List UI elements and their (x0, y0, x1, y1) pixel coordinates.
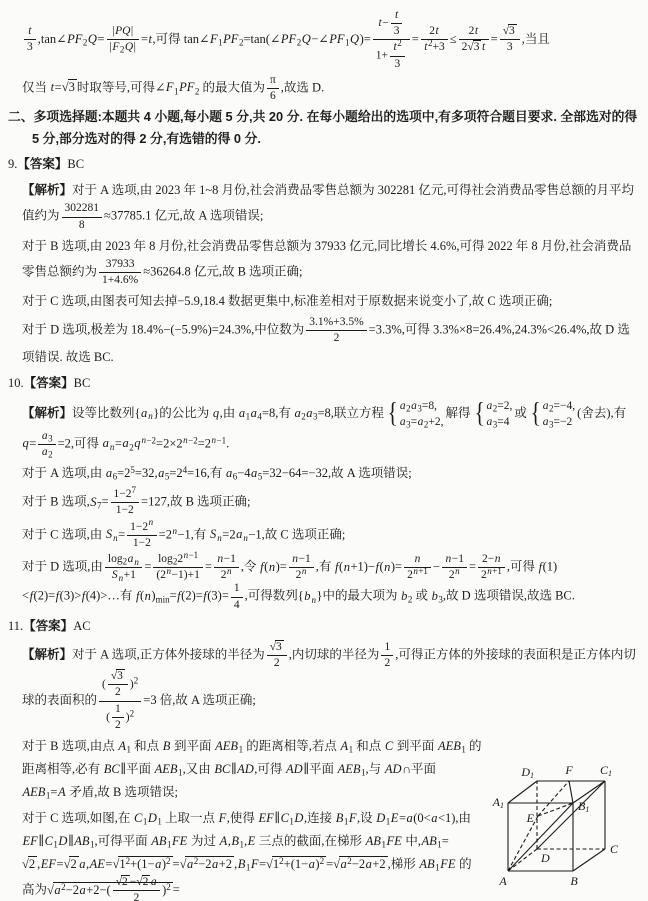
cube-edge-A-D (508, 849, 537, 871)
q10-solution-setup: 【解析】设等比数列$\{a_n\}$的公比为 q,由 $a_1a_4=8$,有 $a_2a_3=8$,联立方程 { $a_2a_3=8$, $a_3=a_2+2$, 解得 { $a_2=2$, $a_3=4$ 或 { $a_2=-4$, $a_3=-2$ (舍去),有 q= $\frac{a_3}{a_2}$ =2,可得 $a_n=a_2q^{n-2}=2\times 2^{n-2}=2^{n-1}$. (22, 397, 627, 460)
vertex-label-A: A (499, 874, 507, 889)
q9-answer: 9.【答案】BC (8, 157, 85, 172)
cube-diagram (488, 759, 638, 897)
vertex-label-F: F (565, 763, 573, 778)
vertex-label-B1: B1 (578, 799, 590, 815)
q11-solution-option-a: 【解析】对于 A 选项,正方体外接球的半径为 $\frac{√3}{2}$ ,内切球的半径为 $\frac{1}{2}$ ,可得正方体的外接球的表面积是正方体内切球的表面积的 ( $\frac{√3}{2}$ )$^2$ ( $\frac{1}{2}$ )$^2$ =3 倍,故 A 选项正确; (22, 640, 636, 731)
vertex-label-C: C (610, 842, 619, 857)
vertex-label-D1: D1 (521, 765, 534, 781)
cube-edge-B1-F (569, 781, 573, 803)
document-body (8, 9, 638, 901)
q10-solution-option-c: 对于 C 选项,由 $S_n=$ $\frac{1-2^n}{1-2}$ $=2^n-1$,有 $S_n=2a_n-1$,故 C 选项正确; (22, 517, 346, 549)
q9-solution-option-b: 对于 B 选项,由 2023 年 8 月份,社会消费品零售总额为 37933 亿元,同比增长 4.6%,可得 2022 年 8 月份,社会消费品零售总额约为 $\frac{37933}{1+4.6\%}$ ≈36264.8 亿元,故 B 选项正确; (22, 238, 632, 286)
cube-edge-D1-A1 (508, 781, 537, 803)
section-2-header: 二、多项选择题:本题共 4 小题,每小题 5 分,共 20 分. 在每小题给出的选项中,有多项符合题目要求. 全部选对的得 5 分,部分选对的得 2 分,有选错的得 0 分. (8, 109, 638, 147)
cube-svg (488, 759, 638, 897)
vertex-label-C1: C1 (600, 763, 613, 779)
q9-solution-option-d: 对于 D 选项,极差为 18.4%−(−5.9%)=24.3%,中位数为 $\frac{3.1\%+3.5\%}{2}$ =3.3%,可得 3.3%×8=26.4%,24.3%<26.4%,故 D 选项错误. 故选 BC. (22, 316, 630, 364)
vertex-label-D: D (541, 851, 550, 866)
q11-solution-option-c: 对于 C 选项,如图,在 $C_1D_1$ 上取一点 F,使得 $EF\parallel C_1D$,连接 $B_1F$,设 $D_1E=a(0<a<1)$,由 $EF\parallel C_1D\parallel AB_1$,可得平面 $AB_1FE$ 为过 $A,B_1,E$ 三点的截面,在梯形 $AB_1FE$ 中$,AB_1=√2$ ,EF=√2 $a,AE=√1^2+(1-a)^2 =√a^2-2a+2$ $,B_1F=√1^2+(1-a)^2 =√a^2-2a+2$ ,梯形 $AB_1FE$ 的高为$√a^2-2a+2-$( $\frac{√2 -√2 a}{2}$ )$^2$ = (22, 811, 472, 901)
cube-edge-B-C (573, 849, 605, 871)
q10-solution-option-d: 对于 D 选项,由 $\frac{\log_2a_n}{S_n+1}$ = $\frac{\log_22^{n-1}}{(2^n-1)+1}$ = $\frac{n-1}{2^n}$ ,令 f(n)= $\frac{n-1}{2^n}$ ,有 f(n+1)−f(n)= $\frac{n}{2^{n+1}}$ − $\frac{n-1}{2^n}$ = $\frac{2-n}{2^{n+1}}$ ,可得 f(1)<f(2)=f(3)>f(4)>…有 $f(n)_{min}=f(2)=f(3)=$ $\frac{1}{4}$ ,可得数列$\{b_n\}$中的最大项为 $b_2$ 或 $b_3$,故 D 选项错误,故选 BC. (22, 549, 575, 611)
q10-solution-option-a: 对于 A 选项,由 $a_6=2^5=32,a_5=2^4=16$,有 $a_6-4a_5=32-64=-32$,故 A 选项错误; (22, 465, 412, 482)
q9-solution-option-c: 对于 C 选项,由图表可知去掉−5.9,18.4 数据更集中,标准差相对于原数据来说变小了,故 C 选项正确; (22, 294, 553, 309)
vertex-label-B: B (570, 874, 578, 889)
q11-solution-option-b: 对于 B 选项,由点 $A_1$ 和点 B 到平面 $AEB_1$ 的距离相等,若点 $A_1$ 和点 C 到平面 $AEB_1$ 的距离相等,必有 BC∥平面 $AEB_1$,又由 BC∥AD,可得 AD∥平面 $AEB_1$,与 AD∩平面 $AEB_1=A$ 矛盾,故 B 选项错误; (22, 739, 482, 801)
q8-solution-continuation-line2: 仅当 t=√3 时取等号,可得$\angle F_1PF_2$ 的最大值为 $\frac{\pi}{6}$ ,故选 D. (22, 73, 325, 103)
vertex-label-A1: A1 (492, 795, 504, 811)
q8-solution-continuation-line1: $\frac{t}{3}$ $,\tan\angle PF_2Q=$ $\frac{|PQ|}{|F_2Q|}$ =t,可得 $\tan\angle F_1PF_2=\tan(\angle PF_2Q-\angle PF_1Q)=$ t− $\frac{t}{3}$ 1+ $\frac{t^2}{3}$ = $\frac{2t}{t^2+3}$ ≤ $\frac{2t}{2√3 t}$ = $\frac{√3}{3}$ ,当且 (22, 9, 638, 71)
q10-solution-option-b: 对于 B 选项$,S_7=$ $\frac{1-2^7}{1-2}$ =127,故 B 选项正确; (22, 485, 251, 517)
q11-answer: 11.【答案】AC (8, 618, 91, 633)
q10-answer: 10.【答案】BC (8, 375, 91, 390)
vertex-label-E: E (526, 811, 534, 826)
q9-solution-option-a: 【解析】对于 A 选项,由 2023 年 1~8 月份,社会消费品零售总额为 302281 亿元,可得社会消费品零售总额的月平均值约为 $\frac{302281}{8}$ ≈37785.1 亿元,故 A 选项错误; (22, 183, 634, 231)
